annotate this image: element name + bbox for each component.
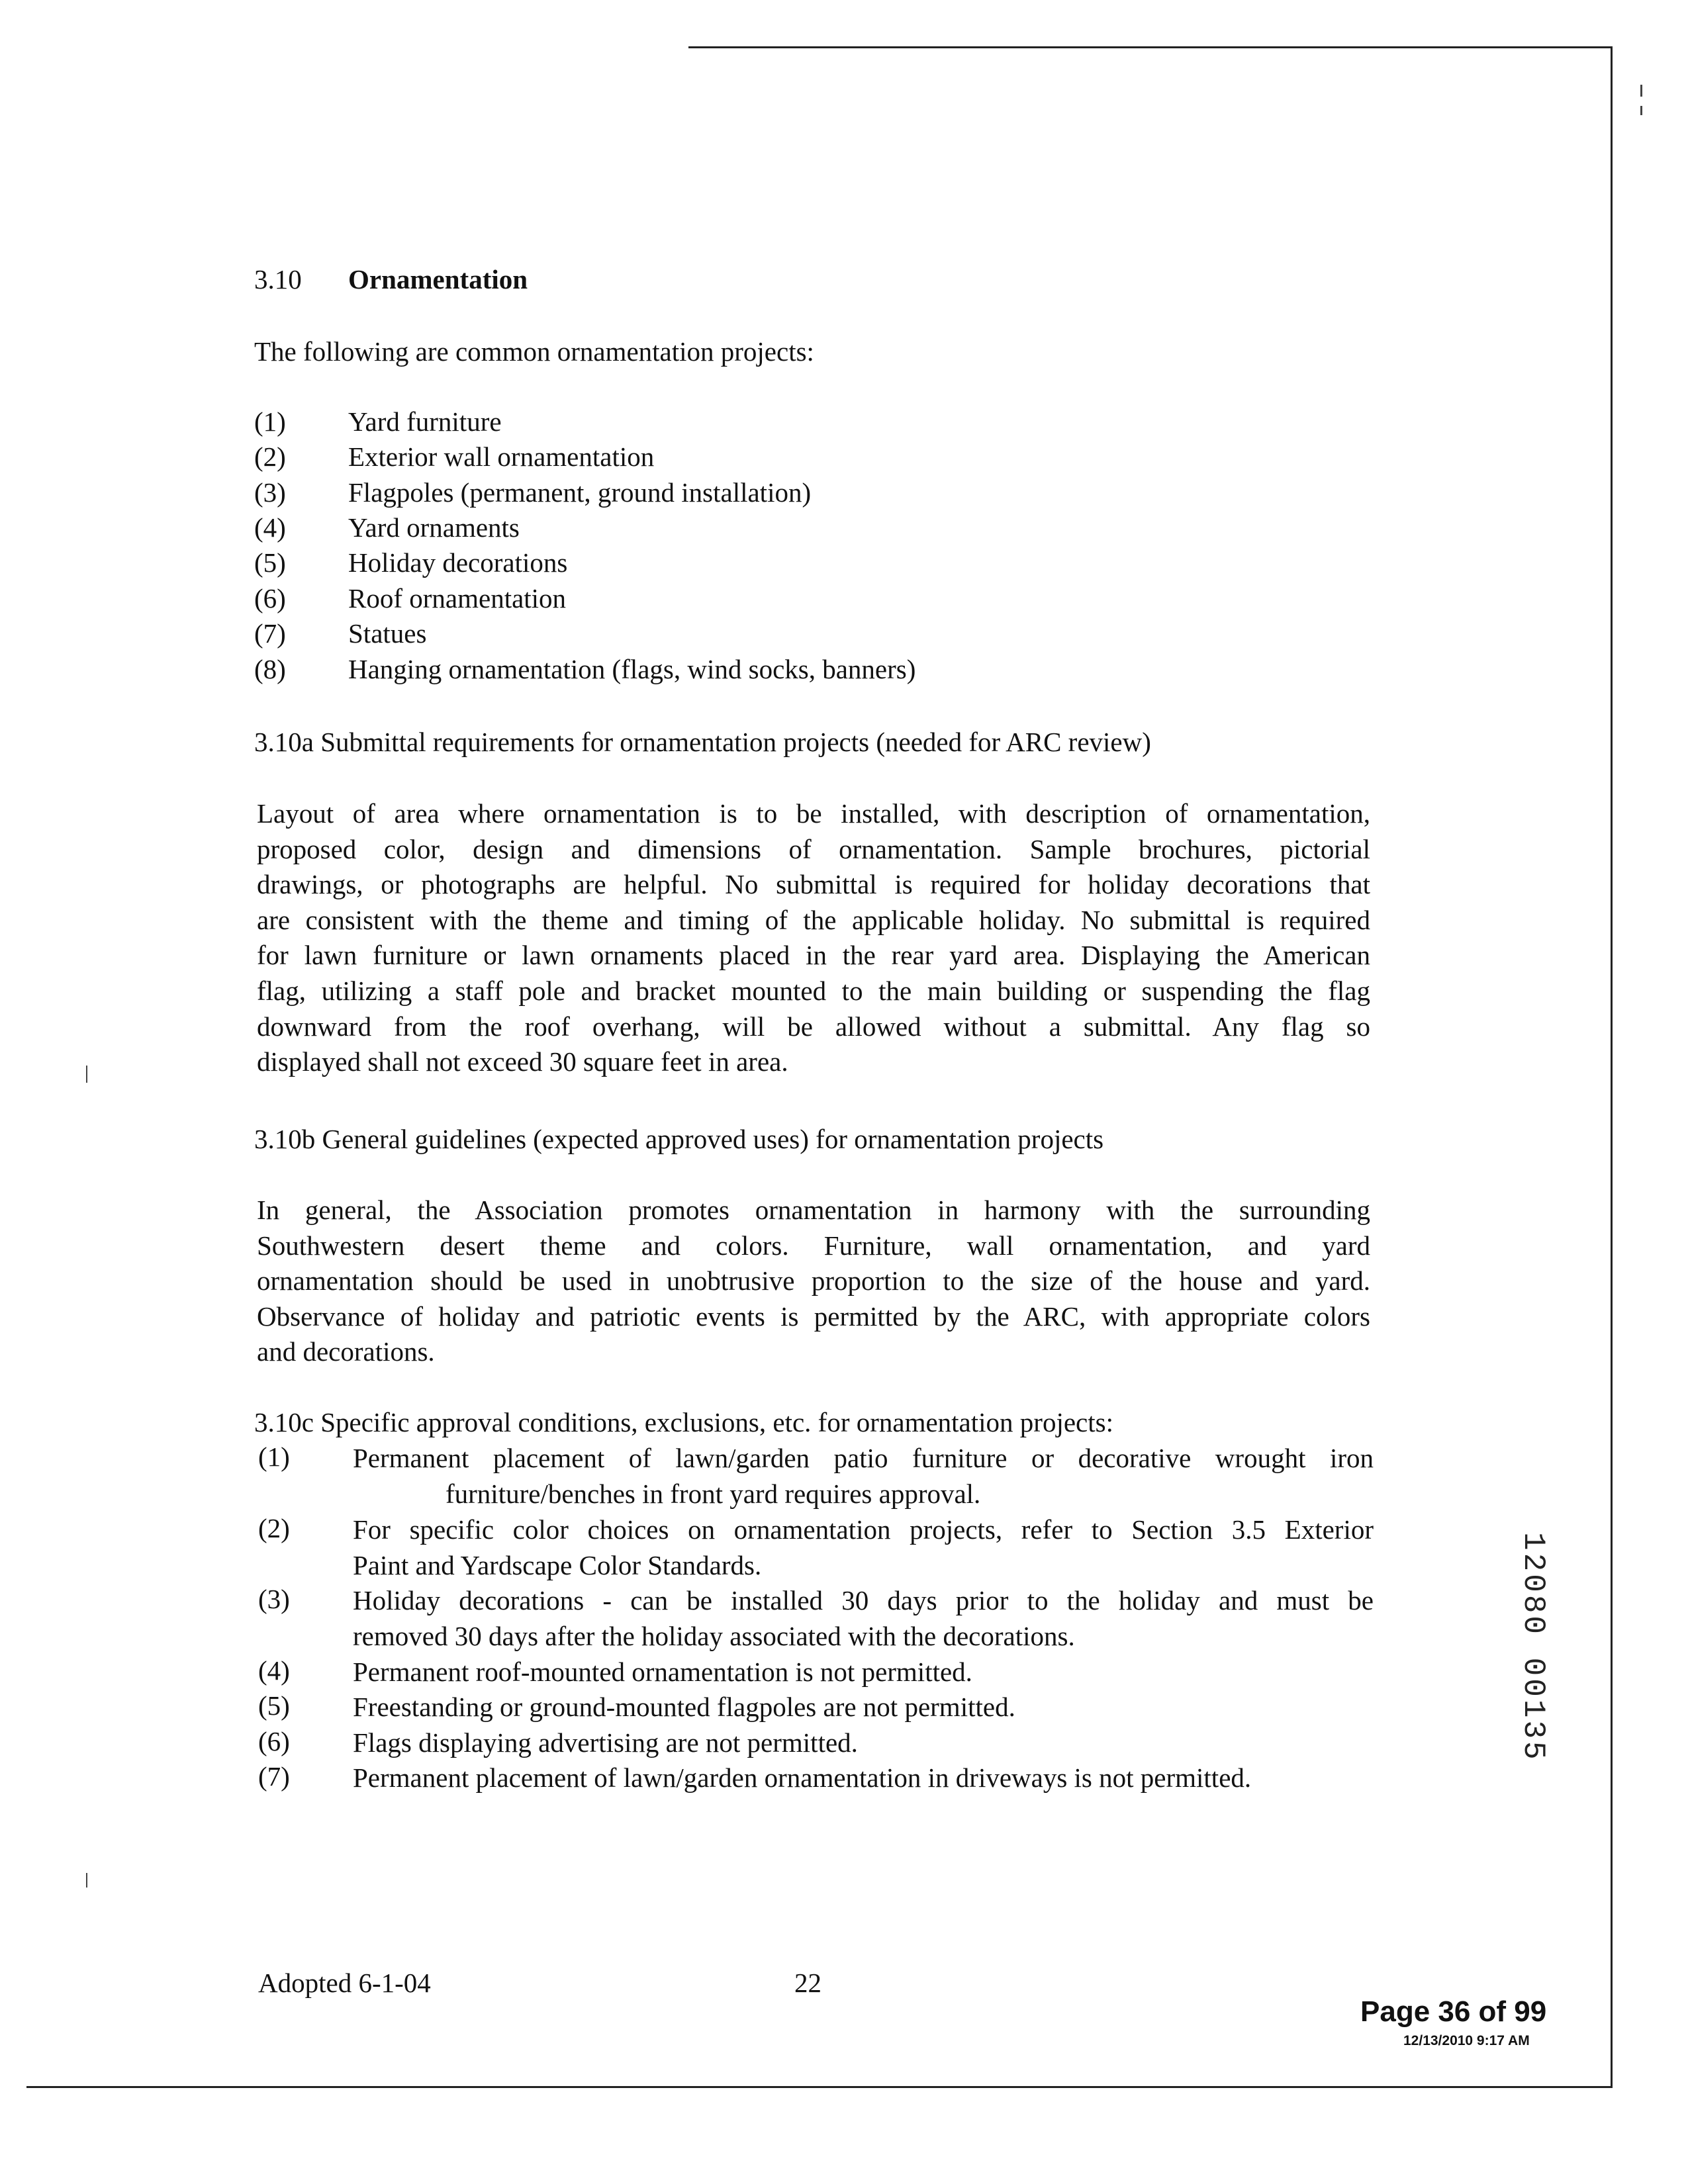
subsection-c-heading: 3.10c Specific approval conditions, exclusions, etc. for ornamentation projects: xyxy=(254,1407,1113,1437)
condition-line: furniture/benches in front yard requires approval. xyxy=(445,1478,981,1509)
document-stamp: 12080 00135 xyxy=(1516,1532,1550,1762)
condition-number: (2) xyxy=(258,1513,290,1543)
section-title: Ornamentation xyxy=(348,264,528,295)
list-item-number: (4) xyxy=(254,512,286,543)
scan-mark xyxy=(86,1873,87,1888)
page-count: Page 36 of 99 xyxy=(1360,1995,1547,2028)
scan-mark xyxy=(1640,85,1642,97)
list-item-number: (8) xyxy=(254,654,286,684)
list-item-text: Hanging ornamentation (flags, wind socks, banners) xyxy=(348,654,916,684)
condition-line: removed 30 days after the holiday associated with the decorations. xyxy=(353,1620,1075,1651)
condition-number: (6) xyxy=(258,1726,290,1756)
paragraph-line: downward from the roof overhang, will be allowed without a submittal. Any flag so xyxy=(257,1011,1370,1042)
page-number: 22 xyxy=(794,1968,821,1998)
paragraph-line: In general, the Association promotes ornamentation in harmony with the surrounding xyxy=(257,1195,1370,1225)
condition-line: Paint and Yardscape Color Standards. xyxy=(353,1549,762,1580)
list-item-text: Flagpoles (permanent, ground installation) xyxy=(348,477,812,508)
scan-mark xyxy=(86,1066,87,1083)
list-item-text: Roof ornamentation xyxy=(348,583,567,614)
list-item-number: (3) xyxy=(254,477,286,508)
paragraph-line: displayed shall not exceed 30 square feet in area. xyxy=(257,1046,788,1077)
condition-text xyxy=(353,1655,1374,1690)
condition-text xyxy=(353,1441,1374,1512)
list-item-text: Yard furniture xyxy=(348,406,502,437)
condition-number: (3) xyxy=(258,1584,290,1614)
condition-number: (5) xyxy=(258,1690,290,1721)
section-intro: The following are common ornamentation projects: xyxy=(254,336,814,367)
subsection-a-paragraph xyxy=(257,796,1370,1080)
condition-line: For specific color choices on ornamentation projects, refer to Section 3.5 Exterior xyxy=(353,1514,1374,1545)
scan-mark xyxy=(1640,106,1642,115)
paragraph-line: Layout of area where ornamentation is to be installed, with description of ornamentation, xyxy=(257,798,1370,829)
subsection-b-heading: 3.10b General guidelines (expected approved uses) for ornamentation projects xyxy=(254,1124,1104,1154)
list-item-number: (5) xyxy=(254,547,286,578)
paragraph-line: for lawn furniture or lawn ornaments placed in the rear yard area. Displaying the American xyxy=(257,940,1370,971)
list-item-number: (2) xyxy=(254,441,286,472)
paragraph-line: Observance of holiday and patriotic events is permitted by the ARC, with appropriate colors xyxy=(257,1300,1370,1332)
page-frame-top xyxy=(688,46,1612,48)
list-item-text: Statues xyxy=(348,618,427,649)
paragraph-line: proposed color, design and dimensions of ornamentation. Sample brochures, pictorial xyxy=(257,833,1370,864)
print-timestamp: 12/13/2010 9:17 AM xyxy=(1403,2033,1530,2048)
condition-line: Freestanding or ground-mounted flagpoles are not permitted. xyxy=(353,1692,1015,1722)
list-item-number: (1) xyxy=(254,406,286,437)
condition-number: (4) xyxy=(258,1655,290,1686)
adopted-date: Adopted 6-1-04 xyxy=(258,1968,431,1998)
condition-text xyxy=(353,1725,1374,1761)
condition-line: Permanent placement of lawn/garden ornamentation in driveways is not permitted. xyxy=(353,1762,1252,1793)
subsection-a-heading: 3.10a Submittal requirements for ornamentation projects (needed for ARC review) xyxy=(254,727,1151,757)
list-item-text: Holiday decorations xyxy=(348,547,568,578)
condition-line: Flags displaying advertising are not permitted. xyxy=(353,1727,858,1758)
list-item-text: Exterior wall ornamentation xyxy=(348,441,655,472)
paragraph-line: are consistent with the theme and timing of the applicable holiday. No submittal is required xyxy=(257,904,1370,935)
section-number: 3.10 xyxy=(254,264,302,295)
paragraph-line: drawings, or photographs are helpful. No submittal is required for holiday decorations that xyxy=(257,869,1370,900)
condition-number: (7) xyxy=(258,1761,290,1792)
page-frame-right xyxy=(1611,46,1613,2088)
paragraph-line: Southwestern desert theme and colors. Furniture, wall ornamentation, and yard xyxy=(257,1230,1370,1261)
paragraph-line: and decorations. xyxy=(257,1336,435,1367)
subsection-b-paragraph xyxy=(257,1193,1370,1370)
condition-line: Permanent roof-mounted ornamentation is not permitted. xyxy=(353,1657,972,1687)
condition-text xyxy=(353,1690,1374,1725)
paragraph-line: ornamentation should be used in unobtrusive proportion to the size of the house and yard. xyxy=(257,1265,1370,1297)
paragraph-line: flag, utilizing a staff pole and bracket mounted to the main building or suspending the flag xyxy=(257,975,1370,1006)
list-item-text: Yard ornaments xyxy=(348,512,520,543)
condition-text xyxy=(353,1760,1374,1796)
list-item-number: (6) xyxy=(254,583,286,614)
condition-number: (1) xyxy=(258,1441,290,1472)
page-frame-bottom xyxy=(26,2086,1613,2088)
condition-line: Permanent placement of lawn/garden patio furniture or decorative wrought iron xyxy=(353,1443,1374,1473)
condition-text xyxy=(353,1583,1374,1654)
condition-line: Holiday decorations - can be installed 30 days prior to the holiday and must be xyxy=(353,1585,1374,1615)
list-item-number: (7) xyxy=(254,618,286,649)
condition-text xyxy=(353,1512,1374,1583)
